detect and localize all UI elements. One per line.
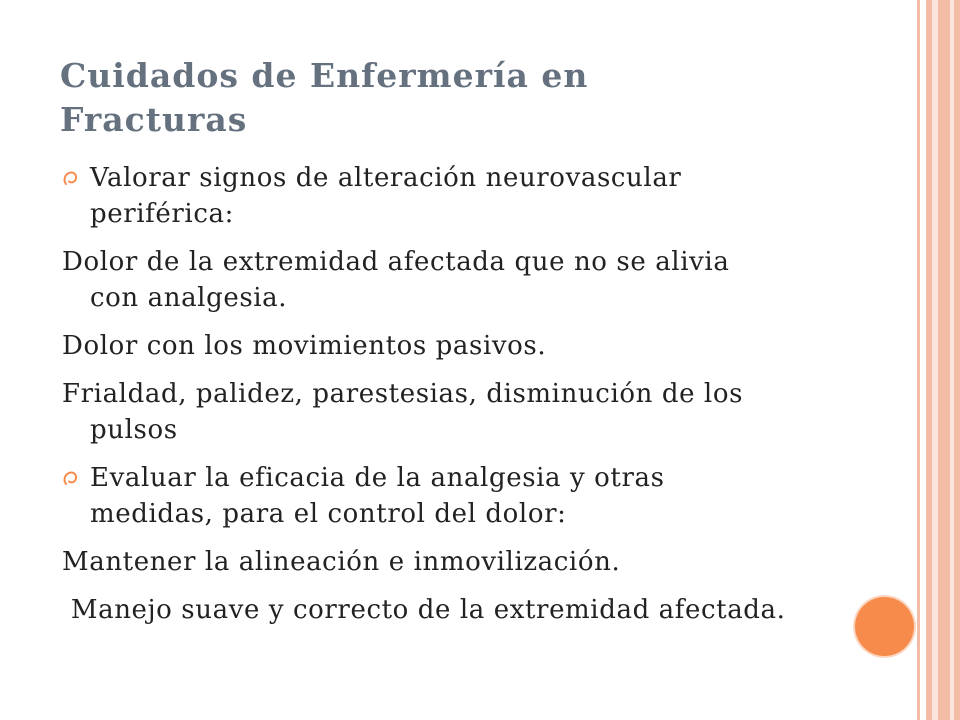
- text-line: con analgesia.: [90, 283, 288, 313]
- slide-title-line: Fracturas: [60, 100, 248, 139]
- orange-circle-icon: [855, 597, 914, 656]
- text-line: Mantener la alineación e inmovilización.: [62, 547, 621, 577]
- hook-bullet-icon: [62, 469, 78, 487]
- text-line: Valorar signos de alteración neurovascular: [90, 163, 682, 193]
- text-paragraph: [62, 544, 842, 580]
- decorative-stripe: [938, 0, 950, 720]
- slide-title-line: Cuidados de Enfermería en: [60, 56, 589, 95]
- slide-body: [62, 160, 842, 628]
- text-paragraph: [62, 376, 842, 448]
- text-paragraph: [62, 244, 842, 316]
- hook-bullet-icon: [62, 169, 78, 187]
- text-line: Manejo suave y correcto de la extremidad afectada.: [62, 595, 786, 625]
- text-line: Dolor de la extremidad afectada que no se alivia: [62, 247, 730, 277]
- bullet-paragraph: [62, 160, 842, 232]
- text-line: Dolor con los movimientos pasivos.: [62, 331, 547, 361]
- text-line: pulsos: [90, 415, 178, 445]
- decorative-stripe: [917, 0, 920, 720]
- text-line: Evaluar la eficacia de la analgesia y otras: [90, 463, 665, 493]
- bullet-paragraph: [62, 460, 842, 532]
- text-paragraph: [62, 592, 842, 628]
- text-line: periférica:: [90, 199, 234, 229]
- text-paragraph: [62, 328, 842, 364]
- slide-title: [60, 54, 588, 142]
- text-line: Frialdad, palidez, parestesias, disminución de los: [62, 379, 744, 409]
- text-line: medidas, para el control del dolor:: [90, 499, 567, 529]
- decorative-stripe: [954, 0, 960, 720]
